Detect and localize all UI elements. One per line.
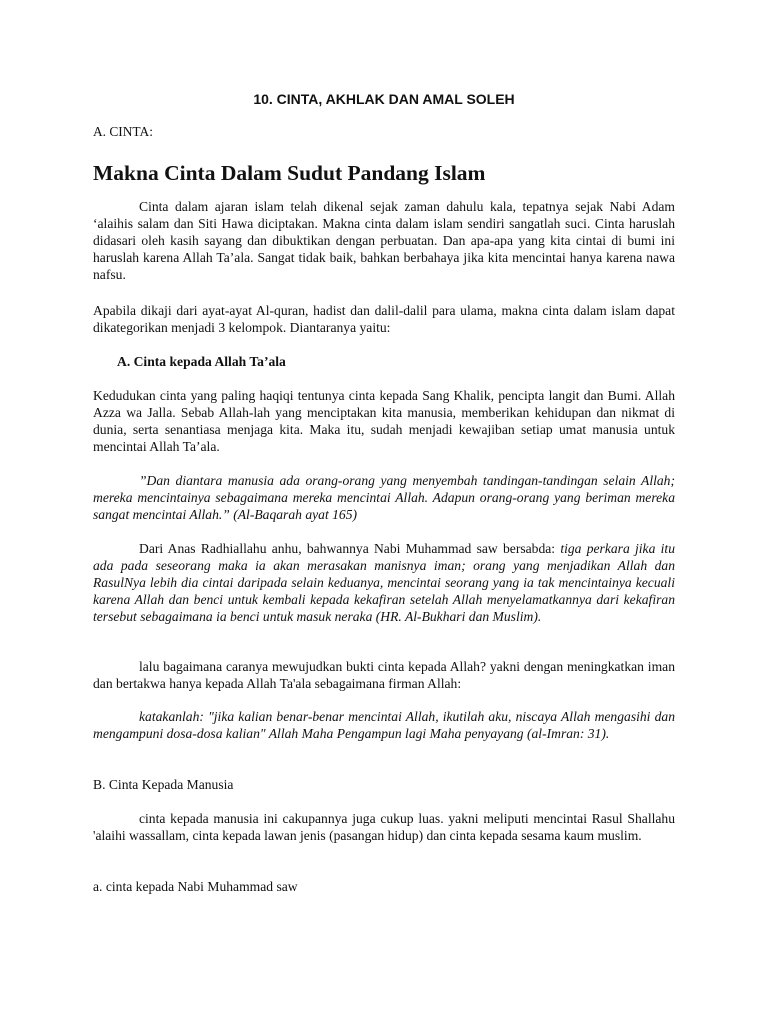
paragraph-love-human: cinta kepada manusia ini cakupannya juga cukup luas. yakni meliputi mencintai Rasul Shallahu 'alaihi wassallam, cinta kepada lawan jenis (pasangan hidup) dan cinta kepada sesama kaum muslim. xyxy=(93,811,675,843)
subheading-love-allah: A. Cinta kepada Allah Ta’ala xyxy=(117,354,286,369)
document-title: 10. CINTA, AKHLAK DAN AMAL SOLEH xyxy=(253,91,515,107)
hadith-quote: tiga perkara jika itu ada pada seseorang maka ia akan merasakan manisnya iman; orang yang menjadikan Allah dan RasulNya lebih dia cintai daripada selain keduanya, mencintai seorang yang ia tak mencintainya kecuali karena Allah dan benci untuk kembali kepada kekafiran setelah Allah menyelamatkannya dari kekafiran tersebut sebagaimana ia benci untuk masuk neraka (HR. Al-Bukhari dan Muslim). xyxy=(93,541,675,624)
paragraph-categories: Apabila dikaji dari ayat-ayat Al-quran, hadist dan dalil-dalil para ulama, makna cinta dalam islam dapat dikategorikan menjadi 3 kelompok. Diantaranya yaitu: xyxy=(93,303,675,335)
quote-al-baqarah: ”Dan diantara manusia ada orang-orang yang menyembah tandingan-tandingan selain Allah; mereka mencintainya sebagaimana mereka mencintai Allah. Adapun orang-orang yang beriman mereka sangat mencintai Allah.” (Al-Baqarah ayat 165) xyxy=(93,473,675,522)
quote-al-imran: katakanlah: "jika kalian benar-benar mencintai Allah, ikutilah aku, niscaya Allah mengasihi dan mengampuni dosa-dosa kalian" Allah Maha Pengampun lagi Maha penyayang (al-Imran: 31). xyxy=(93,709,675,741)
paragraph-intro: Cinta dalam ajaran islam telah dikenal sejak zaman dahulu kala, tepatnya sejak Nabi Adam ‘alaihis salam dan Siti Hawa diciptakan. Makna cinta dalam islam sendiri sangatlah suci. Cinta haruslah didasari oleh kasih sayang dan dibuktikan dengan perbuatan. Dan apa-apa yang kita cintai di bumi ini haruslah karena Allah Ta’ala. Sangat tidak baik, bahkan berbahaya jika kita mencintai hanya karena nawa nafsu. xyxy=(93,199,675,282)
paragraph-love-allah: Kedudukan cinta yang paling haqiqi tentunya cinta kepada Sang Khalik, pencipta langit dan Bumi. Allah Azza wa Jalla. Sebab Allah-lah yang menciptakan kita manusia, memberikan kehidupan dan nikmat di dunia, serta senantiasa menjaga kita. Maka itu, sudah menjadi kewajiban setiap umat manusia untuk mencintai Allah Ta’ala. xyxy=(93,388,675,454)
document-page xyxy=(93,0,675,1024)
hadith-lead: Dari Anas Radhiallahu anhu, bahwannya Nabi Muhammad saw bersabda: xyxy=(139,541,561,556)
main-heading: Makna Cinta Dalam Sudut Pandang Islam xyxy=(93,161,486,185)
paragraph-proof-of-love: lalu bagaimana caranya mewujudkan bukti cinta kepada Allah? yakni dengan meningkatkan iman dan bertakwa hanya kepada Allah Ta'ala sebagaimana firman Allah: xyxy=(93,659,675,691)
section-label: A. CINTA: xyxy=(93,124,153,139)
paragraph-hadith xyxy=(93,540,675,625)
subheading-love-prophet: a. cinta kepada Nabi Muhammad saw xyxy=(93,879,298,894)
subheading-love-human: B. Cinta Kepada Manusia xyxy=(93,777,234,792)
